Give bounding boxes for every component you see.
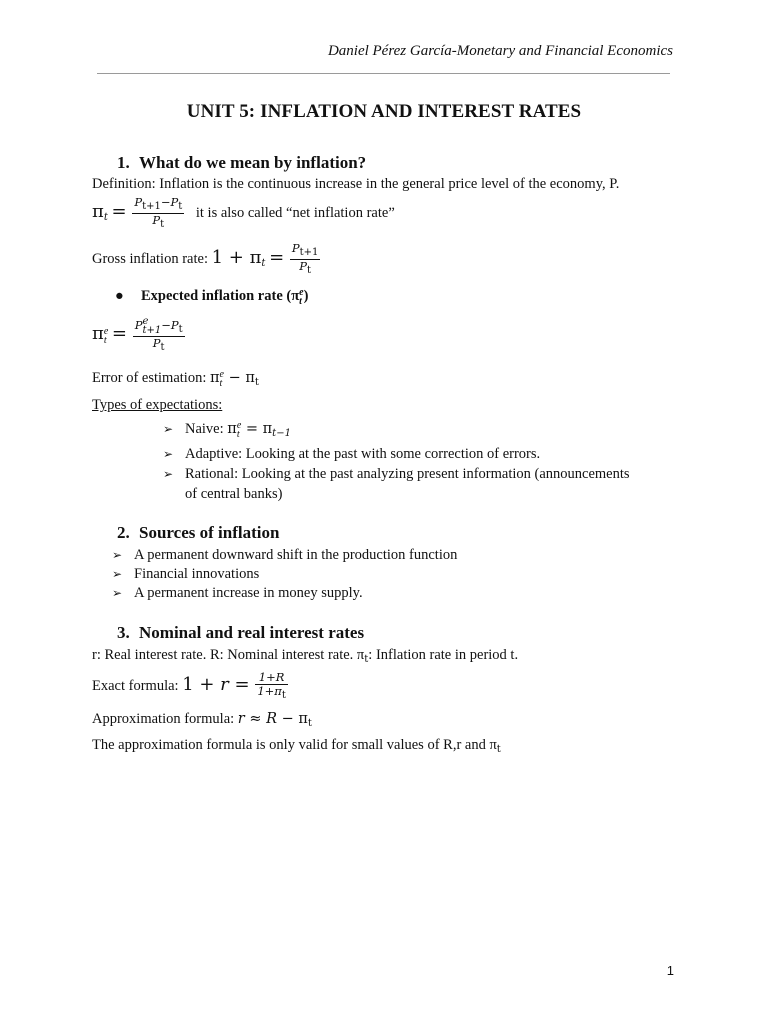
types-of-expectations-label: Types of expectations: xyxy=(92,397,223,413)
expected-inflation-fraction: P e t+1 −Pt Pt xyxy=(134,316,183,353)
exact-formula: Exact formula: 1 + r = $\frac{1+R}{1+\pi t}$ xyxy=(92,670,286,701)
expected-inflation-bullet: ● Expected inflation rate (π e t ) xyxy=(115,286,309,307)
page-number: 1 xyxy=(666,963,674,978)
arrow-bullet-icon: ➢ xyxy=(112,548,123,562)
net-inflation-formula: $\pi_t$ = $\frac{Pt+1-Pt}{Pt}$ it is also called “net inflation rate” xyxy=(92,195,395,230)
arrow-bullet-icon: ➢ xyxy=(163,447,174,461)
expected-inflation-formula: π e t = P e t+1 −Pt Pt xyxy=(92,316,183,353)
net-inflation-fraction: $\frac{Pt+1-Pt}{Pt}$ xyxy=(134,195,183,230)
approximation-label: Approximation formula: xyxy=(92,711,235,727)
exact-formula-fraction: $\frac{1+R}{1+\pi t}$ xyxy=(257,670,286,701)
expectation-rational-cont: of central banks) xyxy=(185,486,283,502)
definition-text: Definition: Inflation is the continuous increase in the general price level of the economy, P. xyxy=(92,176,620,192)
section-title: What do we mean by inflation? xyxy=(139,153,367,172)
rate-definitions: r: Real interest rate. R: Nominal interest rate. $\pi_t$: Inflation rate in period t. xyxy=(92,647,519,665)
section-2-heading xyxy=(117,523,279,543)
list-item: ➢ A permanent increase in money supply. xyxy=(112,585,363,601)
list-item: ➢ A permanent downward shift in the production function xyxy=(112,547,458,563)
arrow-bullet-icon: ➢ xyxy=(163,467,174,481)
list-item: ➢ Financial innovations xyxy=(112,566,260,582)
unit-title: UNIT 5: INFLATION AND INTEREST RATES xyxy=(186,101,582,122)
gross-inflation-formula: Gross inflation rate: $1 + \pi_t$ = $\frac{Pt+1}{Pt}$ xyxy=(92,241,319,276)
arrow-bullet-icon: ➢ xyxy=(163,422,174,436)
approximation-formula: Approximation formula: $r \approx R - \pi_t$ xyxy=(92,711,312,729)
error-label: Error of estimation: xyxy=(92,370,207,386)
section-number: 3. xyxy=(117,623,130,642)
running-header: Daniel Pérez García-Monetary and Financial Economics xyxy=(327,43,673,59)
expectation-rational: ➢ Rational: Looking at the past analyzing present information (announcements xyxy=(163,466,630,482)
naive-label: Naive: xyxy=(185,421,224,437)
arrow-bullet-icon: ➢ xyxy=(112,567,123,581)
expectation-adaptive: ➢ Adaptive: Looking at the past with some correction of errors. xyxy=(163,446,541,462)
section-title: Nominal and real interest rates xyxy=(139,623,365,642)
arrow-bullet-icon: ➢ xyxy=(112,586,123,600)
gross-inflation-fraction: $\frac{Pt+1}{Pt}$ xyxy=(291,241,319,276)
section-number: 1. xyxy=(117,153,130,172)
section-3-heading xyxy=(117,623,364,643)
header-rule xyxy=(97,73,670,74)
expectation-naive: ➢ Naive: π e t = $\pi_{t-1}$ xyxy=(163,419,291,440)
expected-inflation-label: Expected inflation rate (π xyxy=(141,288,300,304)
section-title: Sources of inflation xyxy=(139,523,280,542)
section-number: 2. xyxy=(117,523,130,542)
net-inflation-note: it is also called “net inflation rate” xyxy=(195,204,395,221)
error-of-estimation: Error of estimation: π e t − $\pi_t$ xyxy=(92,368,259,389)
section-1-heading xyxy=(117,153,366,173)
exact-formula-label: Exact formula: xyxy=(92,677,179,694)
approximation-validity: The approximation formula is only valid for small values of R,r and $\pi_t$ xyxy=(92,737,501,755)
gross-inflation-label: Gross inflation rate: xyxy=(92,250,208,267)
